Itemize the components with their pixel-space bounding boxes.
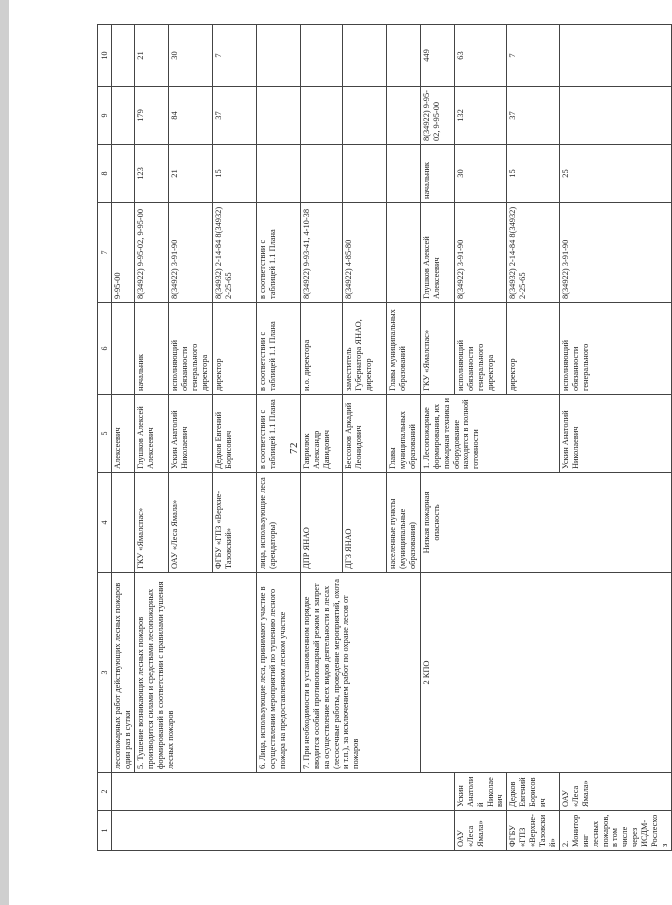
cell-class: Низкая пожарная опасность: [420, 473, 671, 573]
cell-value: [112, 145, 135, 203]
header-cell: 1: [98, 811, 112, 851]
cell-value: 25: [559, 145, 671, 203]
cell-position: и.о. директора: [300, 303, 342, 395]
cell-value: [342, 87, 386, 145]
cell-org: населенные пункты (муниципальные образования): [386, 473, 420, 573]
header-cell: 4: [98, 473, 112, 573]
cell-phone: 8(34922) 3-91-90: [168, 203, 212, 303]
cell-value: 30: [168, 25, 212, 87]
cell-position: исполняющий обязанности генерального директора: [168, 303, 212, 395]
cell-org: ФГБУ «ГПЗ «Верхне-Тазовский»: [507, 811, 560, 851]
cell-person: Ускин Анатолий Николаевич: [454, 773, 507, 811]
cell-value: [386, 87, 420, 145]
cell-phone: [386, 203, 420, 303]
cell-position: Главы муниципальных образований: [386, 303, 420, 395]
cell-position: начальник: [134, 303, 168, 395]
cell-value: 37: [212, 87, 256, 145]
cell-position: исполняющий обязанности генерального директора: [454, 303, 507, 395]
header-cell: 7: [98, 203, 112, 303]
table-row: [134, 25, 168, 851]
cell-org: ОАУ «Леса Ямала»: [454, 811, 507, 851]
cell-value: 179: [134, 87, 168, 145]
cell-person: Ускин Анатолий Николаевич: [168, 395, 212, 473]
cell-value: [112, 87, 135, 145]
cell-class-empty: [112, 773, 455, 811]
cell-value: [342, 145, 386, 203]
cell-value: [559, 25, 671, 87]
cell-phone: 8(34922) 9-93-41, 4-10-38: [300, 203, 342, 303]
cell-org: ГКУ «Ямалспас»: [134, 473, 168, 573]
table-row: [112, 25, 135, 851]
cell-value: 449: [420, 25, 454, 87]
cell-measure: 1. Лесопожарные формирования, их пожарная техника и оборудование находятся в полной готовности: [420, 395, 559, 473]
cell-phone: 8(34922) 9-95-02, 9-95-00: [420, 87, 454, 145]
table-row: [300, 25, 342, 851]
header-cell: 5: [98, 395, 112, 473]
cell-org: ФГБУ «ГПЗ «Верхне-Тазовский»: [212, 473, 256, 573]
cell-value: 7: [507, 25, 560, 87]
header-cell: 6: [98, 303, 112, 395]
cell-measure: 6. Лица, использующие леса, принимают участие в осуществлении мероприятий по тушению лесного пожара на предоставленном лесном участке: [256, 573, 300, 773]
cell-value: 37: [507, 87, 560, 145]
cell-value: 15: [507, 145, 560, 203]
cell-phone: 9-95-00: [112, 203, 135, 303]
cell-value: 84: [168, 87, 212, 145]
cell-value: [256, 145, 300, 203]
cell-org: ОАУ «Леса Ямала»: [559, 773, 671, 811]
cell-person: Глушков Алексей Алексеевич: [134, 395, 168, 473]
cell-phone: 8(34922) 3-91-90: [454, 203, 507, 303]
header-cell: 9: [98, 87, 112, 145]
cell-org: ОАУ «Леса Ямала»: [168, 473, 212, 573]
cell-level: 2 КПО: [420, 573, 671, 773]
header-cell: 10: [98, 25, 112, 87]
header-cell: 8: [98, 145, 112, 203]
cell-phone: 8(34922) 9-95-02, 9-95-00: [134, 203, 168, 303]
cell-measure: лесопожарных работ действующих лесных пожаров один раз в сутки: [112, 573, 135, 773]
cell-value: [300, 87, 342, 145]
rotated-table-wrapper: [97, 25, 669, 851]
scan-left-margin: [0, 0, 9, 905]
cell-org: ДГЗ ЯНАО: [342, 473, 386, 573]
cell-org: ДПР ЯНАО: [300, 473, 342, 573]
cell-position: в соответствии с таблицей 1.1 Плана: [256, 303, 300, 395]
cell-value: [300, 145, 342, 203]
cell-person: Бессонов Аркадий Леонидович: [342, 395, 386, 473]
cell-person: Алексеевич: [112, 395, 135, 473]
cell-measure: 7. При необходимости в установленном порядке вводится особый противопожарный режим и запрет на осуществление всех видов деятельности в лесах (лесосечные работы, проведение мероприятий, охота и т.п.), за исключением работ по охране лесов от пожаров: [300, 573, 420, 773]
page-number: 72: [288, 442, 300, 454]
table-row: [256, 25, 300, 851]
table-row: [420, 25, 454, 851]
cell-value: 21: [168, 145, 212, 203]
cell-phone: 8(34932) 2-14-84 8(34932) 2-25-65: [507, 203, 560, 303]
table-header-row: [98, 25, 112, 851]
cell-value: [342, 25, 386, 87]
cell-value: [386, 25, 420, 87]
cell-value: [300, 25, 342, 87]
cell-person: Гаврилюк Александр Давидович: [300, 395, 342, 473]
cell-position: [112, 303, 135, 395]
cell-org: [112, 473, 135, 573]
cell-org: лица, использующие леса (арендаторы): [256, 473, 300, 573]
cell-phone: 8(34922) 3-91-90: [559, 203, 671, 303]
fire-plan-table: [97, 24, 672, 851]
cell-level-empty: [112, 811, 455, 851]
cell-person: в соответствии с таблицей 1.1 Плана: [256, 395, 300, 473]
cell-position: директор: [212, 303, 256, 395]
cell-value: 123: [134, 145, 168, 203]
cell-person: Дедков Евгений Борисович: [212, 395, 256, 473]
cell-phone: 8(34922) 4-85-80: [342, 203, 386, 303]
cell-person: Дедков Евгений Борисович: [507, 773, 560, 811]
cell-position: исполняющий обязанности генерального: [559, 303, 671, 395]
cell-position: заместитель Губернатора ЯНАО, директор: [342, 303, 386, 395]
cell-measure: 5. Тушение возникающих лесных пожаров производится силами и средствами лесопожарных формирований в соответствии с правилами тушения лесных пожаров: [134, 573, 256, 773]
cell-measure: 2. Мониторинг лесных пожаров, в том числе через ИСДМ-Рослесхоз: [559, 811, 671, 851]
cell-value: 7: [212, 25, 256, 87]
cell-phone: в соответствии с таблицей 1.1 Плана: [256, 203, 300, 303]
cell-position: начальник: [420, 145, 454, 203]
cell-org: ГКУ «Ямалспас»: [420, 303, 454, 395]
cell-value: 21: [134, 25, 168, 87]
cell-value: [112, 25, 135, 87]
cell-phone: 8(34932) 2-14-84 8(34932) 2-25-65: [212, 203, 256, 303]
cell-value: [256, 25, 300, 87]
header-cell: 2: [98, 773, 112, 811]
cell-person: Ускин Анатолий Николаевич: [559, 395, 671, 473]
cell-value: [559, 87, 671, 145]
cell-value: [256, 87, 300, 145]
cell-value: 30: [454, 145, 507, 203]
header-cell: 3: [98, 573, 112, 773]
cell-person: Глушков Алексей Алексеевич: [420, 203, 454, 303]
cell-value: 15: [212, 145, 256, 203]
cell-position: директор: [507, 303, 560, 395]
cell-person: Главы муниципальных образований: [386, 395, 420, 473]
cell-value: [386, 145, 420, 203]
cell-value: 63: [454, 25, 507, 87]
cell-value: 132: [454, 87, 507, 145]
